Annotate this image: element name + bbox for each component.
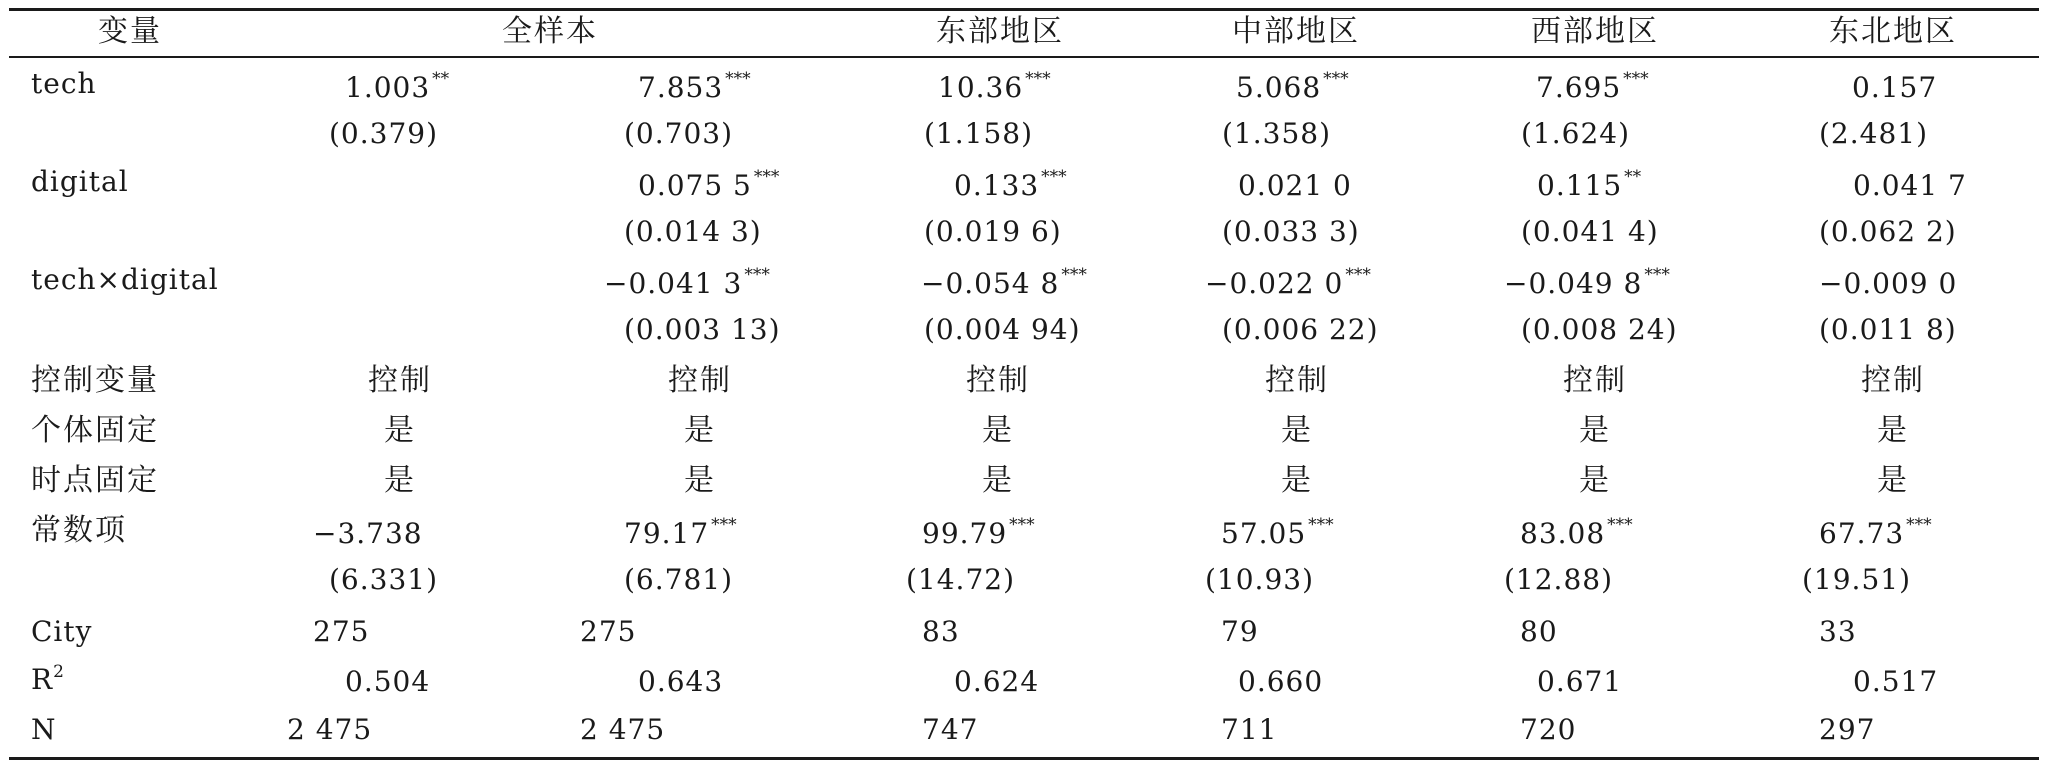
fe-cell: 是 (1579, 413, 1611, 448)
header-variable: 变量 (98, 14, 162, 49)
se-cell: (0.703) (624, 117, 734, 150)
fe-cell: 是 (982, 413, 1014, 448)
coef-cell: 0.041 7 (1853, 169, 1967, 202)
header-central: 中部地区 (1232, 14, 1360, 49)
coef-cell: −3.738 (313, 517, 423, 550)
header-west: 西部地区 (1531, 14, 1659, 49)
fe-cell: 是 (1877, 463, 1909, 498)
coef-cell: 0.133 *** (954, 167, 1067, 202)
header-northeast: 东北地区 (1829, 14, 1957, 49)
r2-cell: 0.517 (1853, 665, 1939, 698)
row-label-n: N (31, 713, 57, 746)
header-full-sample: 全样本 (502, 14, 598, 49)
fe-cell: 是 (1281, 413, 1313, 448)
control-cell: 控制 (668, 363, 732, 398)
n-cell: 747 (922, 713, 979, 746)
row-label-constant: 常数项 (31, 513, 127, 548)
se-cell: (0.006 22) (1222, 313, 1379, 346)
header-east: 东部地区 (936, 14, 1064, 49)
control-cell: 控制 (1265, 363, 1329, 398)
r2-cell: 0.643 (638, 665, 724, 698)
coef-cell: 0.157 (1852, 71, 1938, 104)
fe-cell: 是 (684, 463, 716, 498)
fe-cell: 是 (684, 413, 716, 448)
row-label-r-squared: $R^2$ (31, 662, 65, 696)
city-cell: 275 (313, 615, 370, 648)
fe-cell: 是 (982, 463, 1014, 498)
coef-cell: 7.695 *** (1536, 69, 1649, 104)
se-cell: (10.93) (1205, 563, 1315, 596)
row-label-tech: tech (31, 67, 97, 100)
row-label-city: City (31, 615, 93, 648)
city-cell: 79 (1221, 615, 1259, 648)
coef-cell: −0.049 8 *** (1504, 265, 1670, 300)
coef-cell: 7.853 *** (638, 69, 751, 104)
se-cell: (0.014 3) (624, 215, 762, 248)
coef-cell: −0.022 0 *** (1205, 265, 1371, 300)
se-cell: (6.781) (624, 563, 734, 596)
control-cell: 控制 (966, 363, 1030, 398)
coef-cell: −0.009 0 (1819, 267, 1958, 300)
se-cell: (1.158) (924, 117, 1034, 150)
fe-cell: 是 (1579, 463, 1611, 498)
se-cell: (19.51) (1802, 563, 1912, 596)
row-label-controls: 控制变量 (31, 363, 159, 398)
se-cell: (1.624) (1521, 117, 1631, 150)
coef-cell: 1.003 ** (345, 69, 450, 104)
row-label-interaction: tech×digital (31, 263, 219, 296)
coef-cell: 0.115 ** (1537, 167, 1642, 202)
coef-cell: 83.08 *** (1520, 515, 1633, 550)
r2-cell: 0.504 (345, 665, 431, 698)
coef-cell: 10.36 *** (938, 69, 1051, 104)
row-label-time-fe: 时点固定 (31, 463, 159, 498)
coef-cell: 0.075 5 *** (638, 167, 780, 202)
control-cell: 控制 (1861, 363, 1925, 398)
row-label-digital: digital (31, 165, 129, 198)
coef-cell: 67.73 *** (1819, 515, 1932, 550)
se-cell: (2.481) (1819, 117, 1929, 150)
se-cell: (0.003 13) (624, 313, 781, 346)
table-header-rule (9, 56, 2039, 58)
city-cell: 80 (1520, 615, 1558, 648)
coef-cell: 5.068 *** (1236, 69, 1349, 104)
se-cell: (0.008 24) (1521, 313, 1678, 346)
n-cell: 720 (1520, 713, 1577, 746)
n-cell: 297 (1819, 713, 1876, 746)
r2-cell: 0.624 (954, 665, 1040, 698)
se-cell: (0.011 8) (1819, 313, 1957, 346)
se-cell: (0.062 2) (1819, 215, 1957, 248)
coef-cell: −0.041 3 *** (604, 265, 770, 300)
fe-cell: 是 (384, 463, 416, 498)
control-cell: 控制 (1563, 363, 1627, 398)
r2-cell: 0.671 (1537, 665, 1623, 698)
n-cell: 711 (1221, 713, 1278, 746)
n-cell: 2 475 (287, 713, 373, 746)
fe-cell: 是 (1877, 413, 1909, 448)
se-cell: (0.004 94) (924, 313, 1081, 346)
control-cell: 控制 (368, 363, 432, 398)
se-cell: (6.331) (329, 563, 439, 596)
se-cell: (12.88) (1504, 563, 1614, 596)
coef-cell: 57.05 *** (1221, 515, 1334, 550)
coef-cell: −0.054 8 *** (921, 265, 1087, 300)
coef-cell: 0.021 0 (1238, 169, 1352, 202)
table-top-rule (9, 8, 2039, 11)
fe-cell: 是 (384, 413, 416, 448)
coef-cell: 99.79 *** (922, 515, 1035, 550)
r2-cell: 0.660 (1238, 665, 1324, 698)
se-cell: (0.033 3) (1222, 215, 1360, 248)
n-cell: 2 475 (580, 713, 666, 746)
se-cell: (0.019 6) (924, 215, 1062, 248)
row-label-individual-fe: 个体固定 (31, 413, 159, 448)
city-cell: 33 (1819, 615, 1857, 648)
se-cell: (0.041 4) (1521, 215, 1659, 248)
se-cell: (14.72) (906, 563, 1016, 596)
city-cell: 83 (922, 615, 960, 648)
coef-cell: 79.17 *** (624, 515, 737, 550)
se-cell: (1.358) (1222, 117, 1332, 150)
se-cell: (0.379) (329, 117, 439, 150)
table-bottom-rule (9, 757, 2039, 760)
fe-cell: 是 (1281, 463, 1313, 498)
city-cell: 275 (580, 615, 637, 648)
